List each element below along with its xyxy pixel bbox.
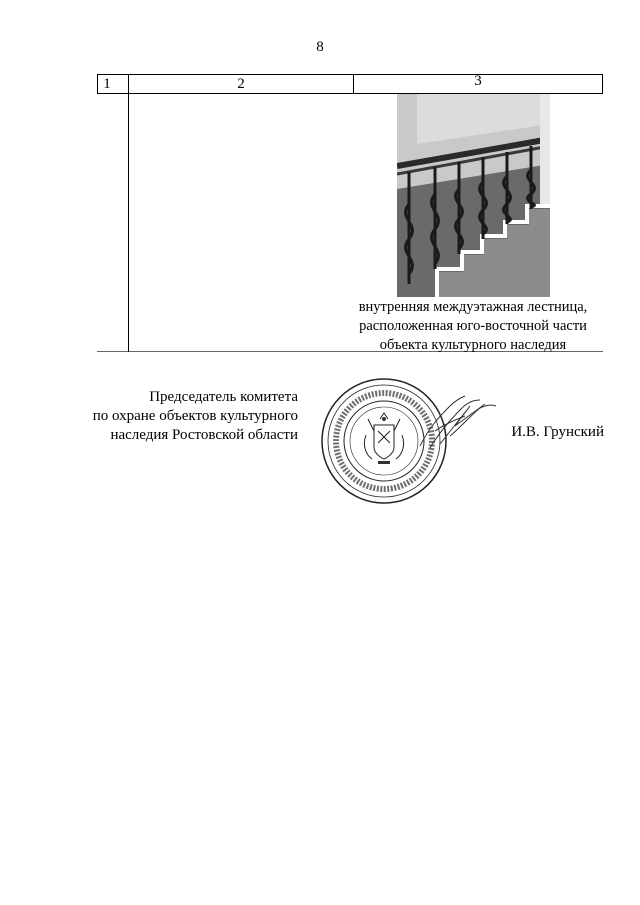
caption-line: внутренняя междуэтажная лестница, — [358, 299, 588, 315]
heritage-table — [97, 74, 603, 352]
staircase-railing-photo — [397, 94, 550, 297]
position-line: Председатель комитета — [149, 389, 298, 405]
caption-line: объекта культурного наследия — [379, 337, 567, 353]
table-header-col-1: 1 — [103, 76, 111, 92]
table-right-border — [602, 74, 603, 94]
table-header-col-3: 3 — [474, 73, 482, 89]
handwritten-signature-icon — [410, 386, 502, 458]
photo-caption — [323, 298, 623, 355]
position-line: наследия Ростовской области — [110, 427, 298, 443]
signatory-position — [60, 388, 298, 445]
signatory-name: И.В. Грунский — [511, 424, 604, 440]
position-line: по охране объектов культурного — [92, 408, 298, 424]
table-col-divider-1 — [128, 74, 129, 352]
page-number: 8 — [316, 39, 324, 55]
caption-line: расположенная юго-восточной части — [359, 318, 587, 334]
table-header-col-2: 2 — [237, 76, 245, 92]
